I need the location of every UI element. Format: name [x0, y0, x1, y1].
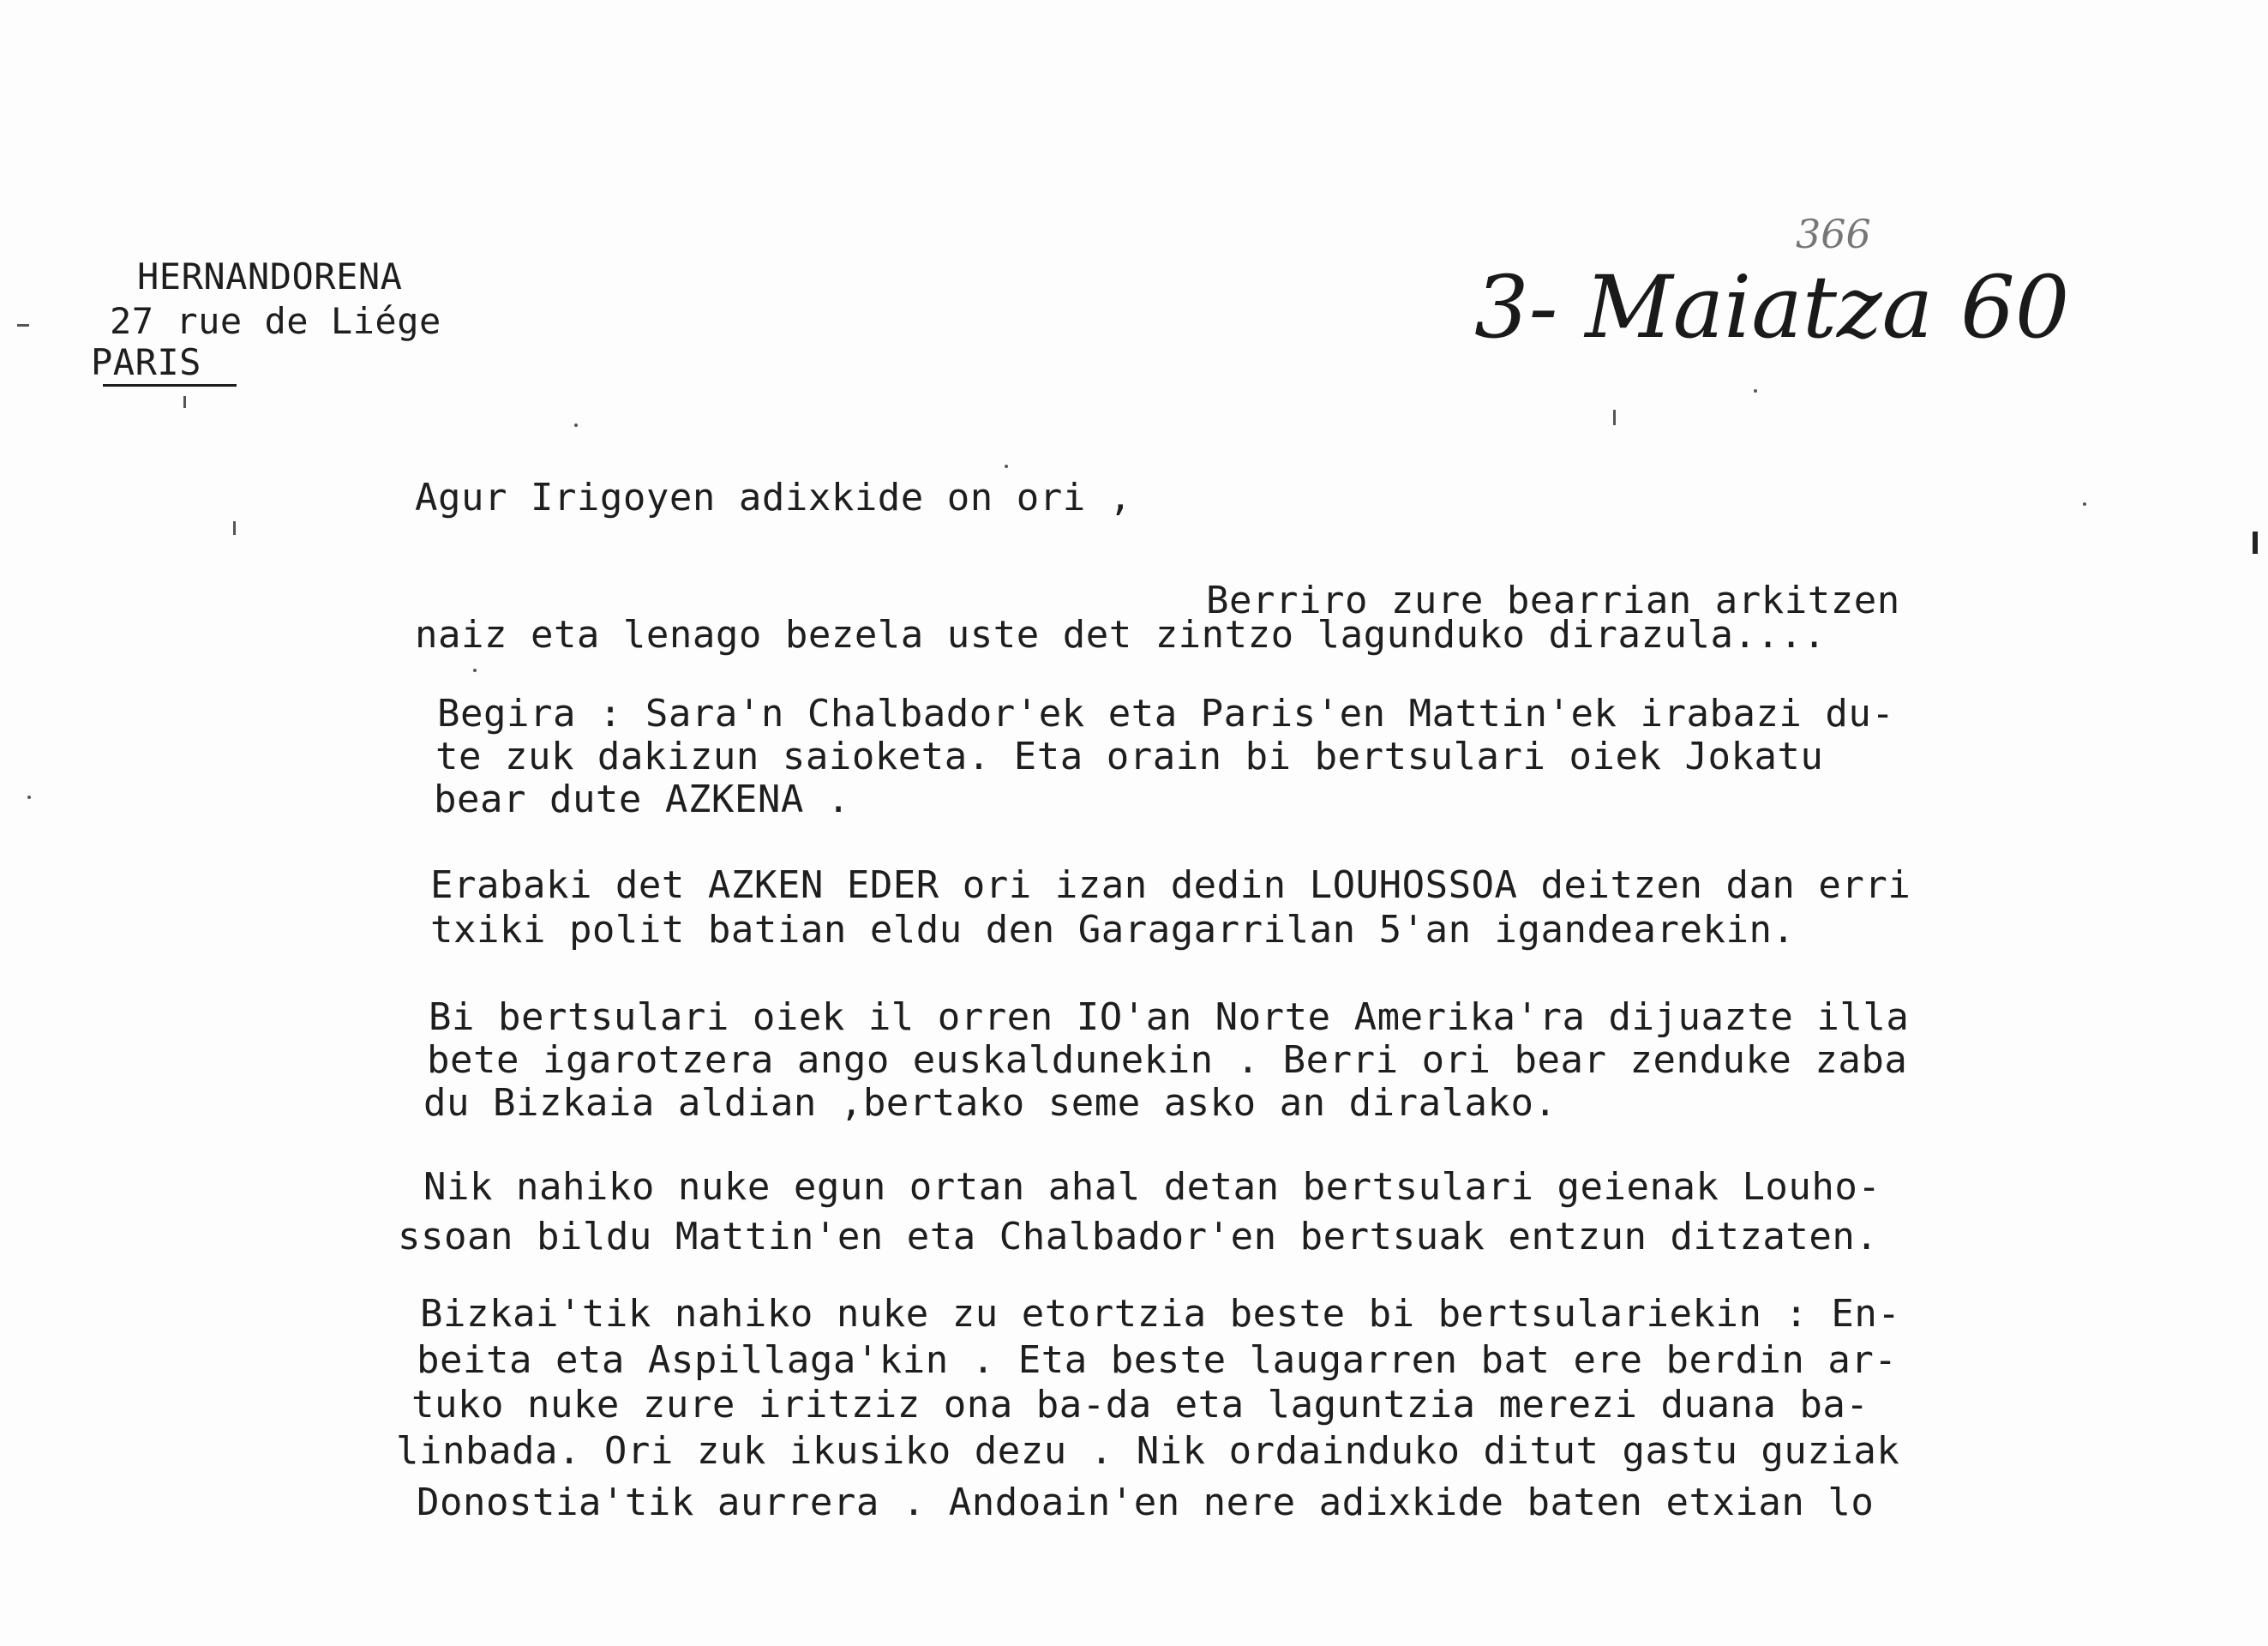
paragraph-6-line-4: linbada. Ori zuk ikusiko dezu . Nik ordainduko ditut gastu guziak: [396, 1429, 1900, 1473]
scan-mark: [1613, 410, 1616, 425]
paragraph-1-line-2: naiz eta lenago bezela uste det zintzo lagunduko dirazula....: [415, 613, 1827, 657]
paragraph-6-line-5: Donostia'tik aurrera . Andoain'en nere adixkide baten etxian lo: [417, 1481, 1875, 1524]
paragraph-4-line-3: du Bizkaia aldian ,bertako seme asko an diralako.: [423, 1081, 1557, 1125]
scan-speck: [574, 424, 578, 427]
paragraph-6-line-1: Bizkai'tik nahiko nuke zu etortzia beste bi bertsulariekin : En-: [420, 1292, 1901, 1336]
scan-mark: [183, 396, 186, 408]
city-underline: [103, 384, 237, 387]
scan-speck: [1005, 465, 1008, 468]
scan-mark: [2253, 532, 2258, 554]
paragraph-1-line-1: Berriro zure bearrian arkitzen: [1206, 579, 1900, 622]
scan-mark: [233, 521, 236, 535]
paragraph-5-line-1: Nik nahiko nuke egun ortan ahal detan bertsulari geienak Louho-: [423, 1165, 1881, 1209]
scan-speck: [2083, 502, 2086, 506]
scan-speck: [473, 669, 477, 672]
scan-mark: [17, 324, 29, 327]
scan-speck: [27, 796, 31, 799]
salutation: Agur Irigoyen adixkide on ori ,: [415, 476, 1132, 520]
paragraph-3-line-2: txiki polit batian eldu den Garagarrilan 5'an igandearekin.: [430, 908, 1796, 952]
scan-speck: [1754, 389, 1757, 393]
paragraph-5-line-2: ssoan bildu Mattin'en eta Chalbador'en bertsuak entzun ditzaten.: [398, 1215, 1879, 1259]
paragraph-6-line-2: beita eta Aspillaga'kin . Eta beste laugarren bat ere berdin ar-: [417, 1338, 1898, 1382]
paragraph-3-line-1: Erabaki det AZKEN EDER ori izan dedin LOUHOSSOA deitzen dan erri: [430, 863, 1911, 907]
paragraph-2-line-1: Begira : Sara'n Chalbador'ek eta Paris'en Mattin'ek irabazi du-: [437, 692, 1895, 736]
paragraph-4-line-1: Bi bertsulari oiek il orren IO'an Norte Amerika'ra dijuazte illa: [429, 995, 1910, 1039]
sender-city: PARIS: [91, 341, 201, 383]
paragraph-4-line-2: bete igarotzera ango euskaldunekin . Berri ori bear zenduke zaba: [427, 1038, 1908, 1082]
handwritten-archive-number: 366: [1796, 211, 1871, 257]
paragraph-2-line-3: bear dute AZKENA .: [434, 778, 850, 821]
handwritten-date: 3- Maiatza 60: [1474, 257, 2070, 357]
paragraph-2-line-2: te zuk dakizun saioketa. Eta orain bi bertsulari oiek Jokatu: [435, 735, 1824, 778]
sender-street: 27 rue de Liége: [110, 300, 441, 342]
paragraph-6-line-3: tuko nuke zure iritziz ona ba-da eta laguntzia merezi duana ba-: [411, 1383, 1869, 1427]
sender-name: HERNANDORENA: [137, 255, 403, 297]
